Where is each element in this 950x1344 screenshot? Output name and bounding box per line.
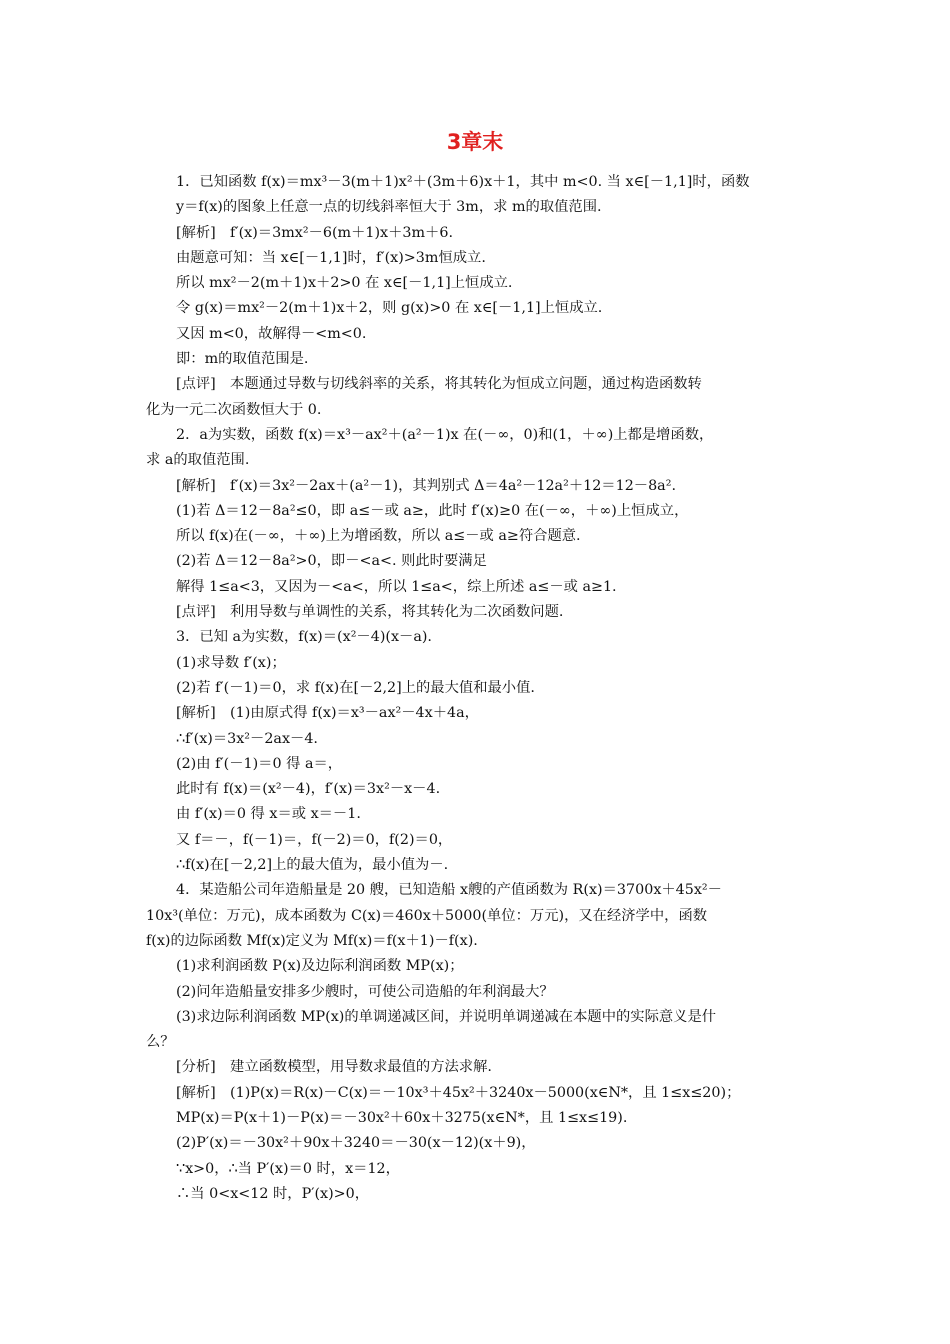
- text-line: [解析] f′(x)＝3mx²－6(m＋1)x＋3m＋6.: [176, 224, 453, 241]
- text-line: (2)问年造船量安排多少艘时，可使公司造船的年利润最大？: [176, 983, 554, 1000]
- text-line: ∴f′(x)＝3x²－2ax－4.: [176, 730, 318, 747]
- text-line: ∴f(x)在[－2,2]上的最大值为，最小值为－.: [176, 857, 449, 874]
- text-line: 令 g(x)＝mx²－2(m＋1)x＋2，则 g(x)>0 在 x∈[－1,1]上恒成立.: [176, 300, 603, 317]
- text-line: 解得 1≤a<3，又因为－<a<，所以 1≤a<，综上所述 a≤－或 a≥1.: [176, 578, 617, 595]
- text-line: 所以 f(x)在(－∞，＋∞)上为增函数，所以 a≤－或 a≥符合题意.: [176, 528, 581, 545]
- text-line: (2)P′(x)＝－30x²＋90x＋3240＝－30(x－12)(x＋9)，: [176, 1135, 536, 1152]
- page-title: 3章末: [446, 130, 504, 154]
- text-line: 所以 mx²－2(m＋1)x＋2>0 在 x∈[－1,1]上恒成立.: [176, 275, 513, 292]
- text-line: (1)若 Δ＝12－8a²≤0，即 a≤－或 a≥，此时 f′(x)≥0 在(－∞，＋∞)上恒成立，: [176, 502, 689, 519]
- document-body: [146, 170, 814, 1207]
- text-line: 此时有 f(x)＝(x²－4)，f′(x)＝3x²－x－4.: [176, 781, 441, 798]
- text-line: MP(x)＝P(x＋1)－P(x)＝－30x²＋60x＋3275(x∈N*，且 1≤x≤19).: [176, 1109, 628, 1126]
- text-line: 由 f′(x)＝0 得 x＝或 x＝－1.: [176, 806, 361, 823]
- text-line: 由题意可知：当 x∈[－1,1]时，f′(x)>3m恒成立.: [176, 249, 486, 266]
- text-line: 1．已知函数 f(x)＝mx³－3(m＋1)x²＋(3m＋6)x＋1，其中 m<0. 当 x∈[－1,1]时，函数: [176, 174, 750, 190]
- text-line: [分析] 建立函数模型，用导数求最值的方法求解.: [176, 1059, 492, 1076]
- text-line: (3)求边际利润函数 MP(x)的单调递减区间，并说明单调递减在本题中的实际意义是什: [176, 1008, 717, 1025]
- text-line: 求 a的取值范围.: [146, 452, 250, 469]
- text-line: 化为一元二次函数恒大于 0.: [146, 401, 322, 418]
- text-line: f(x)的边际函数 Mf(x)定义为 Mf(x)＝f(x＋1)－f(x).: [146, 932, 478, 949]
- text-line: 又因 m<0，故解得－<m<0.: [176, 325, 367, 342]
- text-line: [解析] (1)P(x)＝R(x)－C(x)＝－10x³＋45x²＋3240x－5000(x∈N*，且 1≤x≤20)；: [176, 1084, 741, 1101]
- text-line: 4．某造船公司年造船量是 20 艘，已知造船 x艘的产值函数为 R(x)＝3700x＋45x²－: [176, 882, 722, 899]
- text-line: [点评] 利用导数与单调性的关系，将其转化为二次函数问题.: [176, 604, 564, 621]
- text-line: ∵x>0，∴当 P′(x)＝0 时，x＝12，: [176, 1160, 400, 1177]
- text-line: (2)若 f′(－1)＝0，求 f(x)在[－2,2]上的最大值和最小值.: [176, 679, 535, 696]
- text-line: (1)求导数 f′(x)；: [176, 654, 286, 671]
- text-line: [解析] (1)由原式得 f(x)＝x³－ax²－4x＋4a，: [176, 705, 479, 722]
- text-line: 么？: [146, 1034, 175, 1051]
- text-line: y＝f(x)的图象上任意一点的切线斜率恒大于 3m，求 m的取值范围.: [176, 199, 602, 216]
- text-line: 10x³(单位：万元)，成本函数为 C(x)＝460x＋5000(单位：万元)，又在经济学中，函数: [146, 907, 708, 924]
- text-line: 即：m的取值范围是.: [176, 351, 309, 368]
- text-line: [点评] 本题通过导数与切线斜率的关系，将其转化为恒成立问题，通过构造函数转: [176, 376, 702, 393]
- text-line: (2)由 f′(－1)＝0 得 a＝，: [176, 755, 343, 772]
- text-line: (2)若 Δ＝12－8a²>0，即－<a<. 则此时要满足: [176, 553, 487, 570]
- text-line: [解析] f′(x)＝3x²－2ax＋(a²－1)，其判别式 Δ＝4a²－12a²＋12＝12－8a².: [176, 477, 676, 494]
- text-line: 又 f＝－，f(－1)＝，f(－2)＝0，f(2)＝0，: [176, 831, 453, 848]
- text-line: ∴当 0<x<12 时，P′(x)>0，: [176, 1185, 370, 1202]
- text-line: 2．a为实数，函数 f(x)＝x³－ax²＋(a²－1)x 在(－∞，0)和(1，＋∞)上都是增函数，: [176, 426, 714, 443]
- text-line: (1)求利润函数 P(x)及边际利润函数 MP(x)；: [176, 958, 464, 975]
- text-line: 3．已知 a为实数，f(x)＝(x²－4)(x－a).: [176, 629, 432, 646]
